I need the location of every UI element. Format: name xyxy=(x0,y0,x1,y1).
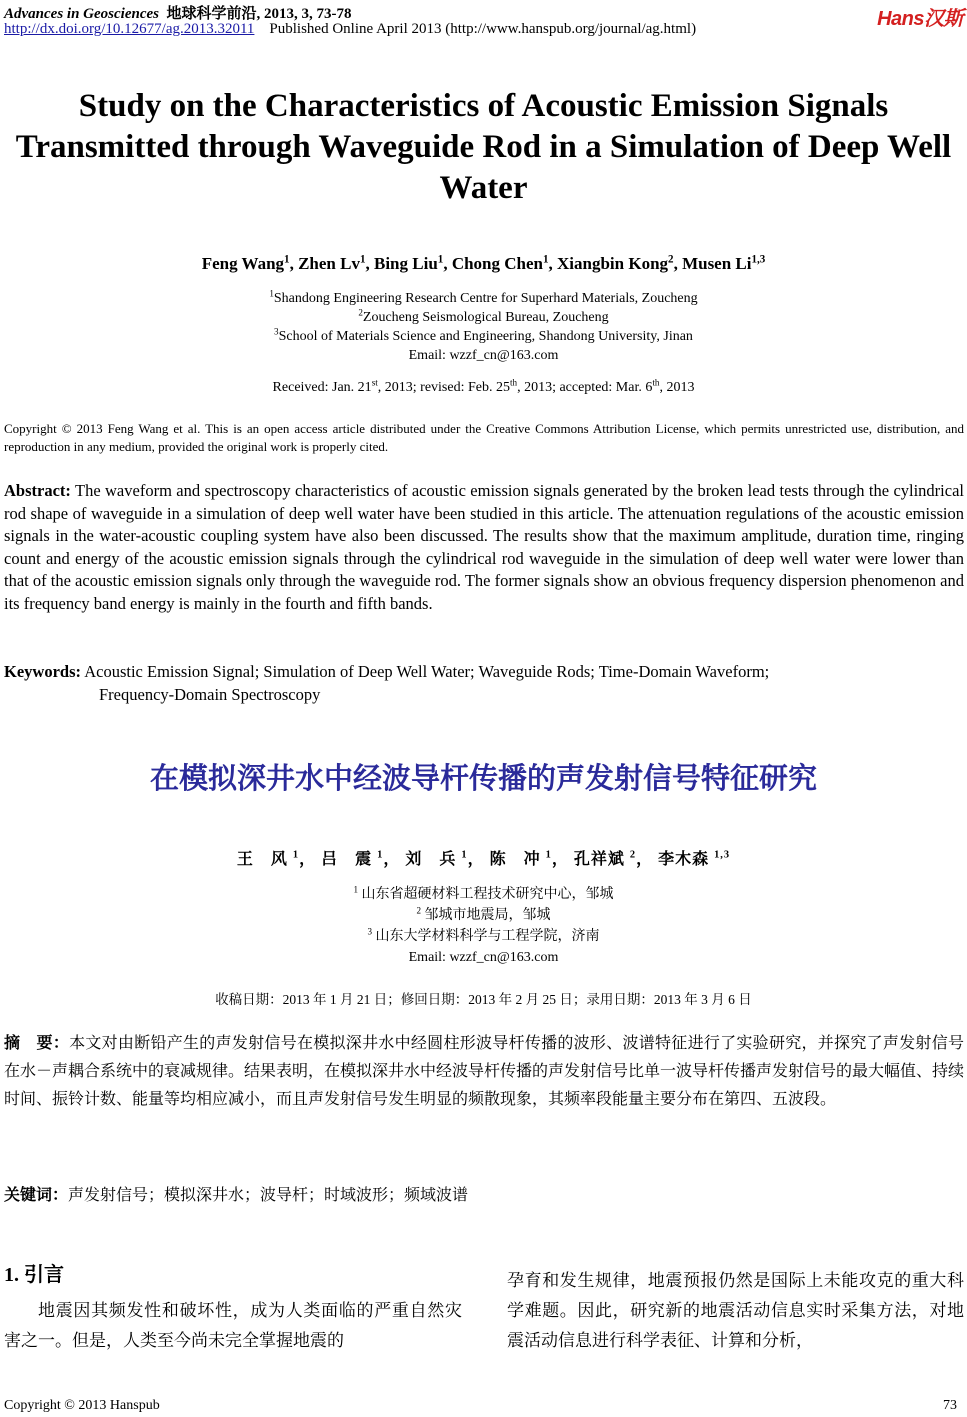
author-cn: 李木森 $^{1,3}$ xyxy=(658,849,731,868)
hans-logo: Hans汉斯 xyxy=(877,8,963,30)
affiliation-cn: $^2$ 邹城市地震局，邹城 xyxy=(416,905,551,923)
email-en: Email: wzzf_cn@163.com xyxy=(408,348,559,363)
journal-name-cn: 地球科学前沿 xyxy=(166,6,257,22)
doi-line xyxy=(4,21,696,38)
paragraph: 地震因其频发性和破坏性，成为人类面临的严重自然灾害之一。但是，人类至今尚未完全掌握地震的 xyxy=(4,1301,462,1350)
keywords-cn-label: 关键词： xyxy=(4,1187,69,1204)
paper-title-cn: 在模拟深井水中经波导杆传播的声发射信号特征研究 xyxy=(149,761,817,795)
received-dates-cn: 收稿日期：2013 年 1 月 21 日；修回日期：2013 年 2 月 25 日；录用日期：2013 年 3 月 6 日 xyxy=(215,992,752,1007)
journal-citation: , 2013, 3, 73-78 xyxy=(256,6,352,22)
body-column-right xyxy=(507,1266,964,1356)
author: Zhen Lv$^1$ xyxy=(298,253,366,273)
keywords-en xyxy=(4,660,964,706)
footer-copyright: Copyright © 2013 Hanspub xyxy=(4,1398,160,1413)
abstract-text: The waveform and spectroscopy characteristics of acoustic emission signals generated by the broken lead tests through the cylindrical rod shape of waveguide in a simulation of deep well water have been studied in this article. The attenuation regulations of the acoustic emission signals in the water-acoustic coupling system have also been discussed. The results show that the maximum amplitude, duration time, ringing count and energy of the acoustic emission signals through the cylindrical rod waveguide in the simulation of deep well water were lower than that of the acoustic emission signals only through the waveguide rod. The former signals show an obvious frequency dispersion phenomenon and its frequency band energy is mainly in the fourth and fifth bands. xyxy=(4,481,964,613)
license-note: Copyright © 2013 Feng Wang et al. This is an open access article distributed under the Creative Commons Attribution License, which permits unrestricted use, distribution, and reproduction in any medium, provided the original work is properly cited. xyxy=(4,421,964,454)
author: Xiangbin Kong$^2$ xyxy=(557,253,674,273)
abstract-cn xyxy=(4,1030,964,1114)
journal-header xyxy=(4,2,352,23)
abstract-en xyxy=(4,480,964,615)
journal-name-en: Advances in Geosciences xyxy=(4,6,159,22)
authors-en: Feng Wang$^1$, Zhen Lv$^1$, Bing Liu$^1$, Chong Chen$^1$, Xiangbin Kong$^2$, Musen Li$^{1,3}$ xyxy=(201,253,766,273)
abstract-label: Abstract: xyxy=(4,481,71,500)
paragraph: 孕育和发生规律，地震预报仍然是国际上未能攻克的重大科学难题。因此，研究新的地震活动信息实时采集方法，对地震活动信息进行科学表征、计算和分析， xyxy=(507,1271,964,1350)
body-column-left xyxy=(4,1296,462,1356)
author: Chong Chen$^1$ xyxy=(451,253,549,273)
abstract-cn-label: 摘 要： xyxy=(4,1035,70,1052)
abstract-cn-text: 本文对由断铅产生的声发射信号在模拟深井水中经圆柱形波导杆传播的波形、波谱特征进行了实验研究，并探究了声发射信号在水－声耦合系统中的衰减规律。结果表明，在模拟深井水中经波导杆传播的声发射信号比单一波导杆传播声发射信号的最大幅值、持续时间、振铃计数、能量等均相应减小，而且声发射信号发生明显的频散现象，其频率段能量主要分布在第四、五波段。 xyxy=(4,1035,965,1108)
author-cn: 陈 冲 $^1$ xyxy=(489,849,552,868)
author: Feng Wang$^1$ xyxy=(201,253,290,273)
affiliation-en: $^2$Zoucheng Seismological Bureau, Zoucheng xyxy=(358,307,609,325)
doi-link[interactable]: http://dx.doi.org/10.12677/ag.2013.32011 xyxy=(4,21,255,37)
page-number: 73 xyxy=(943,1398,957,1413)
keywords-cn-text: 声发射信号；模拟深井水；波导杆；时域波形；频域波谱 xyxy=(68,1187,469,1204)
author: Bing Liu$^1$ xyxy=(373,253,444,273)
author-cn: 刘 兵 $^1$ xyxy=(405,849,468,868)
authors-cn: 王 风 $^1$， 吕 震 $^1$， 刘 兵 $^1$， 陈 冲 $^1$， 孔祥斌 $^2$， 李木森 $^{1,3}$ xyxy=(236,849,731,868)
affiliation-cn: $^3$ 山东大学材料科学与工程学院，济南 xyxy=(367,926,600,944)
keywords-line-2: Frequency-Domain Spectroscopy xyxy=(99,685,321,704)
author-cn: 孔祥斌 $^2$ xyxy=(573,849,637,868)
section-heading-introduction: 1. 引言 xyxy=(4,1264,64,1286)
received-dates-en: Received: Jan. 21st, 2013; revised: Feb. 25th, 2013; accepted: Mar. 6th, 2013 xyxy=(272,377,695,395)
keywords-line-1: Acoustic Emission Signal; Simulation of Deep Well Water; Waveguide Rods; Time-Domain Waveform; xyxy=(84,662,770,681)
keywords-cn xyxy=(4,1182,964,1205)
affiliation-en: $^1$Shandong Engineering Research Centre for Superhard Materials, Zoucheng xyxy=(269,288,698,306)
affiliation-cn: $^1$ 山东省超硬材料工程技术研究中心，邹城 xyxy=(353,884,614,902)
author-cn: 王 风 $^1$ xyxy=(236,849,300,868)
author-cn: 吕 震 $^1$ xyxy=(321,849,384,868)
affiliation-en: $^3$School of Materials Science and Engineering, Shandong University, Jinan xyxy=(274,326,693,344)
email-cn: Email: wzzf_cn@163.com xyxy=(408,950,559,965)
author: Musen Li$^{1,3}$ xyxy=(682,253,766,273)
paper-title-en: Study on the Characteristics of Acoustic Emission Signals Transmitted through Waveguide Rod in a Simulation of Deep Well Water xyxy=(15,88,952,206)
published-online: Published Online April 2013 (http://www.hanspub.org/journal/ag.html) xyxy=(269,21,697,37)
keywords-label: Keywords: xyxy=(4,662,81,681)
